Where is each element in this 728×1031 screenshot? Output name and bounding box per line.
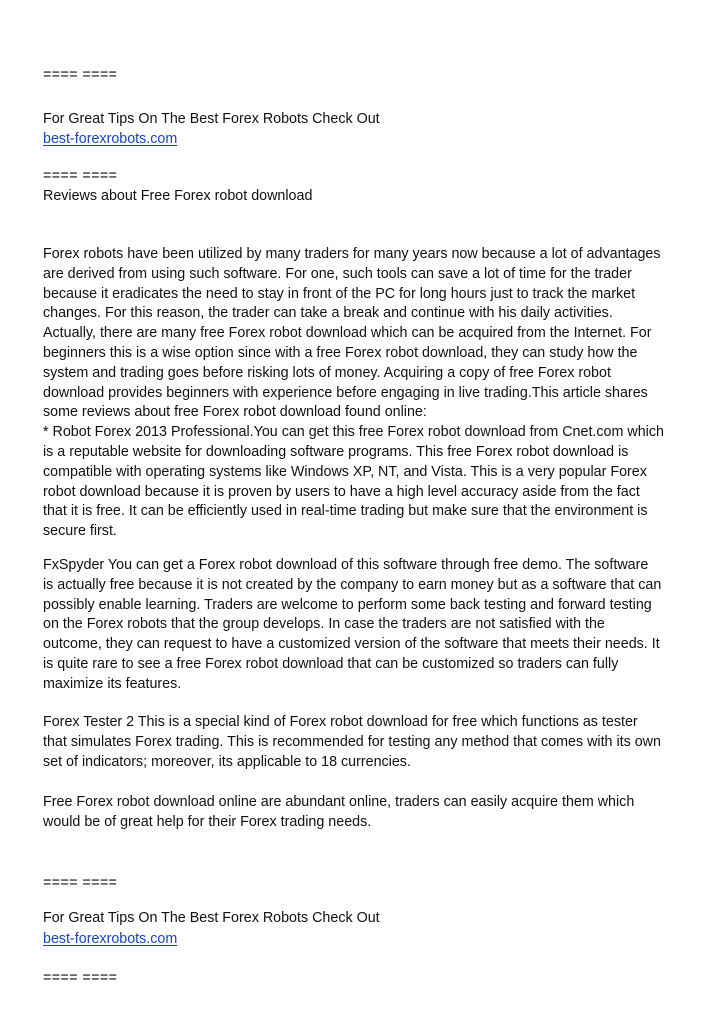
- header-separator: ==== ====: [43, 67, 118, 83]
- footer-link-row: [43, 930, 177, 950]
- article-paragraph-4: [43, 793, 691, 833]
- paragraph-line: would be of great help for their Forex trading needs.: [43, 813, 372, 830]
- paragraph-line: beginners this is a wise option since with a free Forex robot download, they can study how the: [43, 344, 638, 361]
- paragraph-line: on the Forex robots that the group develops. In case the traders are not satisfied with the: [43, 616, 605, 633]
- footer-separator: ==== ====: [43, 875, 118, 891]
- paragraph-line: is quite rare to see a free Forex robot download that can be customized so traders can fully: [43, 655, 619, 672]
- paragraph-line: maximize its features.: [43, 675, 182, 692]
- paragraph-line: are derived from using such software. For one, such tools can save a lot of time for the trader: [43, 265, 632, 282]
- paragraph-line: Forex Tester 2 This is a special kind of Forex robot download for free which functions as tester: [43, 714, 638, 730]
- paragraph-line: that simulates Forex trading. This is recommended for testing any method that comes with its own: [43, 733, 661, 750]
- article-paragraph-1: [43, 245, 691, 542]
- header-link-row: [43, 130, 177, 150]
- paragraph-line: download provides beginners with experience before engaging in live trading.This article shares: [43, 384, 648, 401]
- footer-tip-text: For Great Tips On The Best Forex Robots Check Out: [43, 910, 380, 926]
- paragraph-line: robot download because it is proven by users to have a high level accuracy aside from the fact: [43, 483, 640, 500]
- paragraph-line: is a reputable website for downloading software programs. This free Forex robot download is: [43, 443, 629, 460]
- paragraph-line: outcome, they can request to have a customized version of the software that meets their needs. It: [43, 636, 660, 653]
- footer-site-link[interactable]: best-forexrobots.com: [43, 931, 178, 947]
- paragraph-line: some reviews about free Forex robot download found online:: [43, 404, 427, 421]
- article-paragraph-3: [43, 713, 691, 772]
- paragraph-line: Actually, there are many free Forex robot download which can be acquired from the Internet. For: [43, 325, 652, 342]
- paragraph-line: system and trading goes before risking lots of money. Acquiring a copy of free Forex robot: [43, 364, 611, 381]
- paragraph-line: is actually free because it is not created by the company to earn money but as a software that can: [43, 576, 662, 593]
- paragraph-line: because it eradicates the need to stay in front of the PC for long hours just to track the market: [43, 285, 636, 302]
- header-tip-text: For Great Tips On The Best Forex Robots Check Out: [43, 111, 380, 127]
- paragraph-line: changes. For this reason, the trader can take a break and continue with his daily activities.: [43, 305, 613, 322]
- article-title: Reviews about Free Forex robot download: [43, 188, 313, 204]
- paragraph-line: secure first.: [43, 523, 117, 540]
- paragraph-line: set of indicators; moreover, its applicable to 18 currencies.: [43, 753, 411, 770]
- header-separator-2: ==== ====: [43, 168, 118, 184]
- paragraph-line: Forex robots have been utilized by many traders for many years now because a lot of advantages: [43, 246, 661, 262]
- paragraph-line: that it is free. It can be efficiently used in real-time trading but make sure that the environment is: [43, 503, 648, 520]
- paragraph-line: Free Forex robot download online are abundant online, traders can easily acquire them which: [43, 794, 635, 810]
- paragraph-line: * Robot Forex 2013 Professional.You can get this free Forex robot download from Cnet.com which: [43, 424, 664, 441]
- paragraph-line: possibly enable learning. Traders are welcome to perform some back testing and forward testing: [43, 596, 652, 613]
- footer-separator-2: ==== ====: [43, 970, 118, 986]
- paragraph-line: compatible with operating systems like Windows XP, NT, and Vista. This is a very popular Forex: [43, 463, 647, 480]
- header-site-link[interactable]: best-forexrobots.com: [43, 131, 178, 147]
- article-paragraph-2: [43, 556, 691, 695]
- paragraph-line: FxSpyder You can get a Forex robot download of this software through free demo. The software: [43, 557, 649, 573]
